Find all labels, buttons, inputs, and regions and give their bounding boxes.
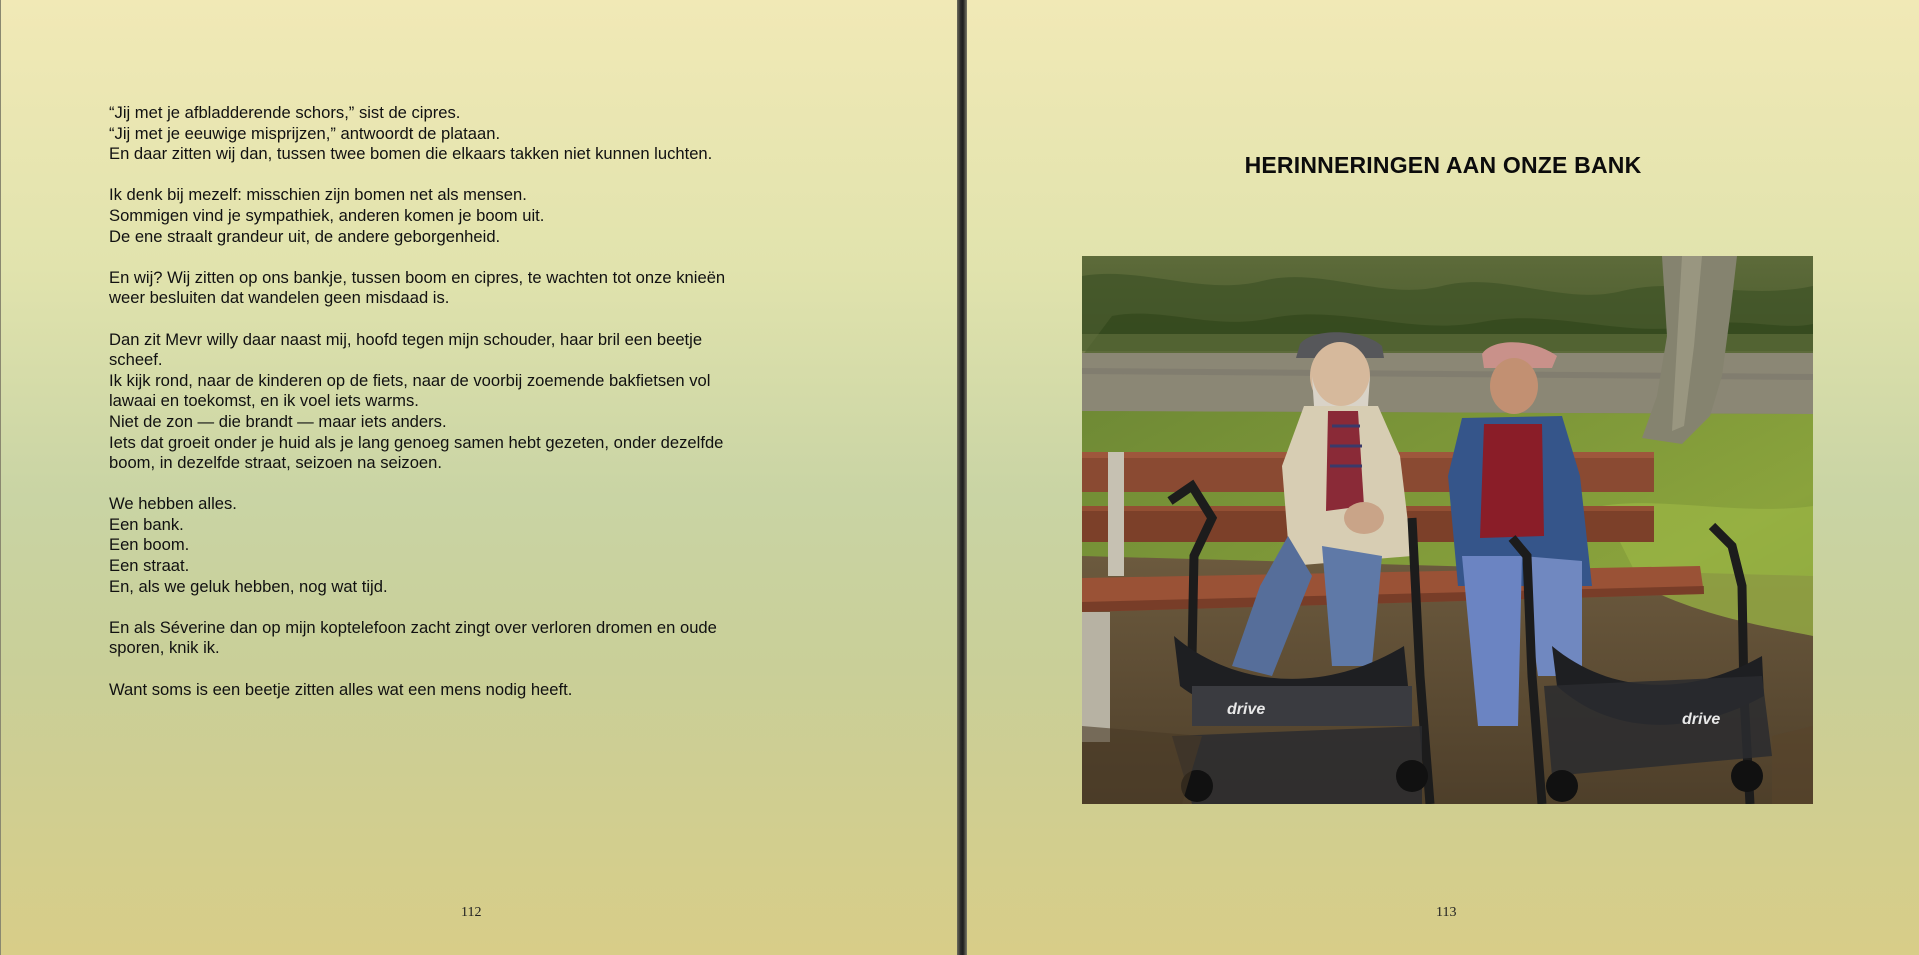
text-line: We hebben alles. [109,494,237,514]
text-line: En als Séverine dan op mijn koptelefoon zacht zingt over verloren dromen en oude [109,617,717,637]
text-line: scheef. [109,350,163,370]
text-line: Een boom. [109,535,190,555]
text-line: Een straat. [109,556,190,576]
text-paragraph [109,494,809,597]
text-line: En, als we geluk hebben, nog wat tijd. [109,576,388,596]
left-page [0,0,958,955]
text-line: Want soms is een beetje zitten alles wat een mens nodig heeft. [109,679,573,699]
text-line: Iets dat groeit onder je huid als je lang genoeg samen hebt gezeten, onder dezelfde [109,432,724,452]
text-line: Een bank. [109,514,184,534]
text-line: lawaai en toekomst, en ik voel iets warms. [109,391,419,411]
text-paragraph [109,618,809,659]
text-line: weer besluiten dat wandelen geen misdaad is. [109,288,450,308]
book-gutter [957,0,967,955]
text-line: “Jij met je afbladderende schors,” sist de cipres. [109,103,461,122]
text-line: En daar zitten wij dan, tussen twee bomen die elkaars takken niet kunnen luchten. [109,144,713,164]
rollator-right-brand: drive [1682,711,1721,728]
text-paragraph [109,330,809,474]
text-line: boom, in dezelfde straat, seizoen na seizoen. [109,453,443,473]
text-paragraph [109,268,809,309]
right-page [967,0,1919,955]
text-line: Dan zit Mevr willy daar naast mij, hoofd tegen mijn schouder, haar bril een beetje [109,329,703,349]
text-paragraph [109,185,809,247]
page-number-left: 112 [461,905,482,920]
text-paragraph [109,680,809,701]
left-page-text [109,103,809,721]
rollator-left-brand: drive [1227,701,1266,718]
bench-photo [1082,256,1813,804]
chapter-title: HERINNERINGEN AAN ONZE BANK [1244,152,1642,178]
text-line: Sommigen vind je sympathiek, anderen komen je boom uit. [109,205,545,225]
text-line: De ene straalt grandeur uit, de andere geborgenheid. [109,226,501,246]
text-line: sporen, knik ik. [109,638,220,658]
page-number-right: 113 [1436,905,1457,920]
text-line: En wij? Wij zitten op ons bankje, tussen boom en cipres, te wachten tot onze knieën [109,267,726,287]
text-line: “Jij met je eeuwige misprijzen,” antwoordt de plataan. [109,123,501,143]
text-paragraph [109,103,809,165]
text-line: Ik kijk rond, naar de kinderen op de fiets, naar de voorbij zoemende bakfietsen vol [109,370,711,390]
text-line: Niet de zon — die brandt — maar iets anders. [109,411,447,431]
text-line: Ik denk bij mezelf: misschien zijn bomen net als mensen. [109,185,527,205]
